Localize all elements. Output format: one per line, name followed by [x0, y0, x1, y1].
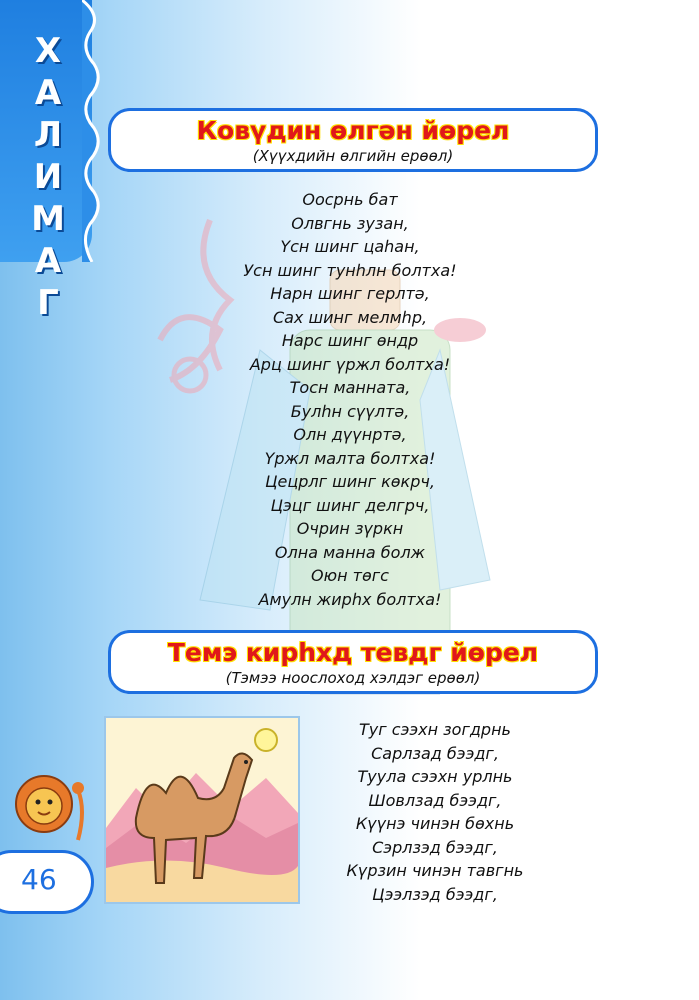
vertical-title-letter: Г — [37, 283, 59, 323]
section2-title-box — [108, 630, 598, 694]
poem-line: Цецрлг шинг көкрч, — [265, 472, 435, 491]
poem-line: Туула сээхн урлнь — [357, 767, 513, 786]
page-number: 46 — [21, 863, 57, 896]
poem-line: Нарс шинг өндр — [281, 331, 419, 350]
page-number-badge — [0, 850, 94, 914]
poem-line: Олна манна болж — [274, 542, 426, 562]
poem-line: Шовлзад бээдг, — [368, 790, 502, 810]
vertical-title-letter: И — [33, 157, 63, 197]
poem-line: Амулн жирһх болтха! — [258, 589, 442, 609]
vertical-title-letter: Л — [33, 115, 63, 155]
camel-illustration — [104, 716, 300, 904]
wave-edge-decoration — [82, 0, 104, 262]
poem-line: Олвгнь зузан, — [291, 213, 409, 233]
vertical-title-letter: М — [31, 199, 65, 239]
poem-line: Туг сээхн зогдрнь — [359, 720, 511, 739]
vertical-title — [28, 30, 68, 324]
poem-line: Олн дүүнртә, — [293, 425, 407, 444]
section2-subtitle: (Тэмээ ноослоход хэлдэг ерөөл) — [225, 669, 481, 687]
poem-line: Нарн шинг герлтә, — [270, 284, 430, 303]
poem-line: Булһн сүүлтә, — [290, 401, 410, 421]
poem-line: Үржл малта болтха! — [264, 448, 436, 468]
section1-poem — [200, 188, 500, 611]
poem-line: Үсн шинг цаһан, — [280, 237, 420, 256]
section2-poem — [320, 718, 550, 906]
poem-line: Арц шинг үржл болтха! — [249, 354, 451, 374]
poem-line: Оосрнь бат — [302, 190, 398, 209]
poem-line: Очрин зүркн — [296, 519, 404, 538]
lion-mascot-icon — [8, 770, 98, 850]
vertical-title-letter: А — [34, 241, 62, 281]
section1-title-box — [108, 108, 598, 172]
poem-line: Сарлзад бээдг, — [371, 743, 499, 763]
poem-line: Сэрлзэд бээдг, — [372, 837, 498, 857]
poem-line: Цээлзэд бээдг, — [372, 884, 498, 904]
poem-line: Цэцг шинг делгрч, — [270, 495, 430, 515]
section1-subtitle: (Хүүхдийн өлгийн ерөөл) — [252, 147, 454, 165]
section1-title: Ковүдин өлгән йөрел — [196, 116, 510, 145]
poem-line: Оюн төгс — [311, 566, 389, 585]
poem-line: Күүнэ чинэн бөхнь — [355, 814, 515, 833]
poem-line: Күрзин чинэн тавгнь — [346, 861, 524, 880]
poem-line: Усн шинг тунһлн болтха! — [243, 260, 457, 280]
vertical-title-letter: Х — [34, 31, 62, 71]
section2-title: Темэ кирһхд тевдг йөрел — [167, 638, 539, 667]
camel-drawing — [106, 718, 298, 902]
poem-line: Тосн манната, — [289, 378, 411, 397]
vertical-title-letter: А — [34, 73, 62, 113]
poem-line: Сах шинг мелмһр, — [272, 307, 428, 327]
